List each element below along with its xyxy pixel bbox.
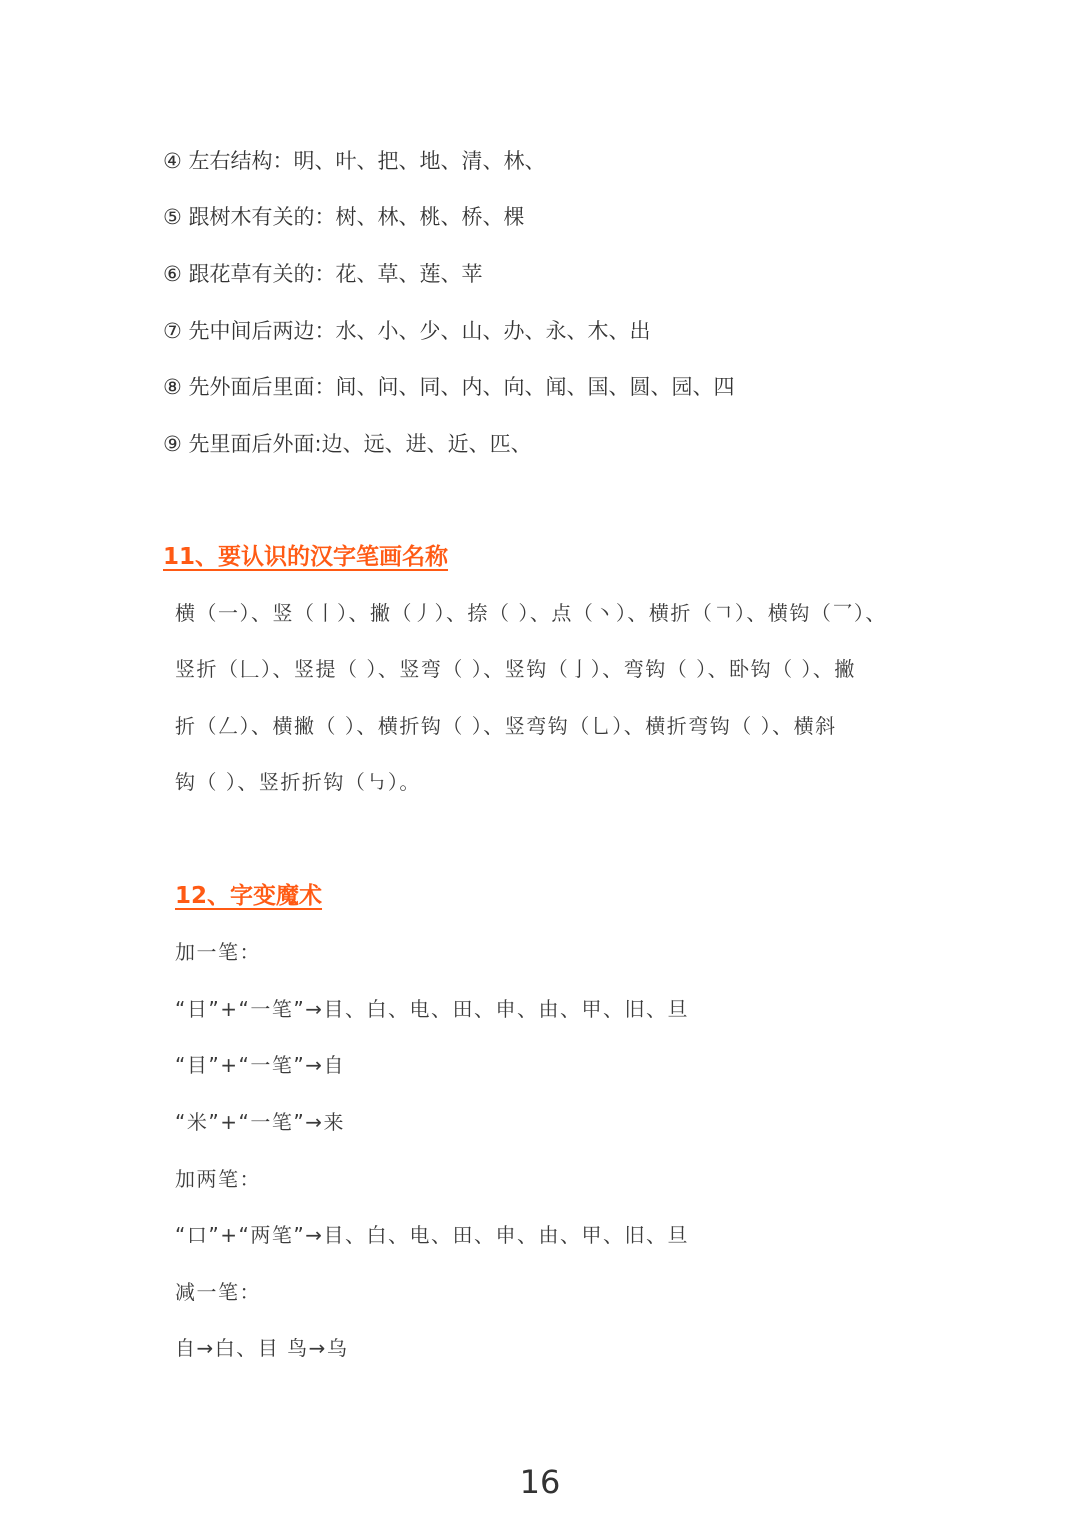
list-item-9: ⑨ 先里面后外面:边、远、进、近、匹、	[163, 432, 532, 456]
section-11-heading: 11、要认识的汉字笔画名称	[163, 544, 449, 570]
stroke-names-line-1: 横（一）、竖（丨）、撇（丿）、捺（ ）、点（丶）、横折（𠃍）、横钩（乛）、	[175, 601, 887, 625]
list-item-4: ④ 左右结构：明、叶、把、地、清、林、	[163, 149, 546, 173]
list-item-5: ⑤ 跟树木有关的：树、林、桃、桥、棵	[163, 205, 525, 229]
list-item-7: ⑦ 先中间后两边：水、小、少、山、办、永、木、出	[163, 319, 651, 343]
magic-line-mu: “目”+“一笔”→自	[175, 1053, 345, 1077]
magic-line-mi: “米”+“一笔”→来	[175, 1110, 345, 1134]
stroke-names-line-2: 竖折（𠃊）、竖提（ ）、竖弯（ ）、竖钩（亅）、弯钩（ ）、卧钩（ ）、撇	[175, 657, 856, 681]
add-one-stroke-label: 加一笔：	[175, 940, 261, 964]
page-number: 16	[519, 1463, 561, 1501]
magic-line-remove: 自→白、目 鸟→乌	[175, 1336, 349, 1360]
section-12-heading: 12、字变魔术	[175, 883, 323, 909]
stroke-names-line-3: 折（𠃋）、横撇（ ）、横折钩（ ）、竖弯钩（乚）、横折弯钩（ ）、横斜	[175, 714, 837, 738]
magic-line-ri: “日”+“一笔”→目、白、电、田、申、由、甲、旧、旦	[175, 997, 689, 1021]
remove-one-stroke-label: 减一笔：	[175, 1280, 261, 1304]
stroke-names-line-4: 钩（ ）、竖折折钩（㇉）。	[175, 770, 421, 794]
list-item-8: ⑧ 先外面后里面：间、问、同、内、向、闻、国、圆、园、四	[163, 375, 735, 399]
add-two-strokes-label: 加两笔：	[175, 1167, 261, 1191]
magic-line-kou: “口”+“两笔”→目、白、电、田、申、由、甲、旧、旦	[175, 1223, 689, 1247]
list-item-6: ⑥ 跟花草有关的：花、草、莲、苹	[163, 262, 483, 286]
